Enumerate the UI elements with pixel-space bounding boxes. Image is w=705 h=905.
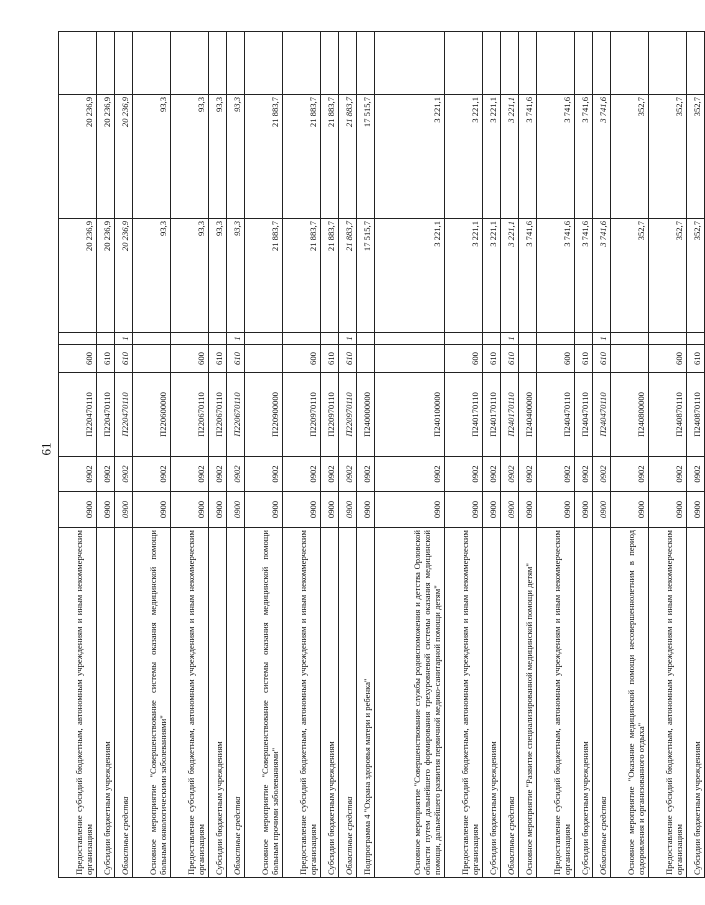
source-mark-cell xyxy=(283,333,321,345)
section-code-cell: 0902 xyxy=(339,457,357,492)
target-article-cell: П240470110 xyxy=(537,373,575,457)
table-row xyxy=(357,32,375,878)
source-mark-cell: 1 xyxy=(593,333,611,345)
target-article-cell: П220470110 xyxy=(97,373,115,457)
total-cell: 352,7 xyxy=(687,95,705,219)
expense-type-cell: 610 xyxy=(339,345,357,373)
source-mark-cell xyxy=(59,333,97,345)
amount-cell: 93,3 xyxy=(133,219,171,333)
ved-code-cell: 0900 xyxy=(209,492,227,528)
row-name-cell: Субсидии бюджетным учреждениям xyxy=(687,528,705,878)
amount-cell: 3 741,6 xyxy=(519,219,537,333)
total-cell: 93,3 xyxy=(133,95,171,219)
expense-type-cell: 610 xyxy=(115,345,133,373)
source-mark-cell xyxy=(357,333,375,345)
empty-cell xyxy=(171,32,209,95)
target-article-cell: П240170110 xyxy=(445,373,483,457)
total-cell: 3 221,1 xyxy=(375,95,445,219)
ved-code-cell: 0900 xyxy=(483,492,501,528)
expense-type-cell: 610 xyxy=(483,345,501,373)
amount-cell: 21 883,7 xyxy=(321,219,339,333)
target-article-cell: П240470110 xyxy=(593,373,611,457)
table-row xyxy=(59,32,97,878)
source-mark-cell xyxy=(321,333,339,345)
ved-code-cell: 0900 xyxy=(321,492,339,528)
expense-type-cell: 610 xyxy=(501,345,519,373)
ved-code-cell: 0900 xyxy=(519,492,537,528)
table-row xyxy=(445,32,483,878)
total-cell: 352,7 xyxy=(649,95,687,219)
target-article-cell: П220970110 xyxy=(339,373,357,457)
expense-type-cell: 600 xyxy=(649,345,687,373)
row-name-cell: Областные средства xyxy=(501,528,519,878)
target-article-cell: П240100000 xyxy=(375,373,445,457)
empty-cell xyxy=(245,32,283,95)
ved-code-cell: 0900 xyxy=(611,492,649,528)
amount-cell: 3 221,1 xyxy=(483,219,501,333)
expense-type-cell xyxy=(133,345,171,373)
empty-cell xyxy=(209,32,227,95)
source-mark-cell xyxy=(575,333,593,345)
source-mark-cell xyxy=(649,333,687,345)
table-row xyxy=(171,32,209,878)
amount-cell: 3 221,1 xyxy=(501,219,519,333)
total-cell: 21 883,7 xyxy=(321,95,339,219)
table-row xyxy=(649,32,687,878)
row-name-cell: Предоставление субсидий бюджетным, автономным учреждениям и иным некоммерческим организациям xyxy=(283,528,321,878)
expense-type-cell: 600 xyxy=(283,345,321,373)
total-cell: 3 741,6 xyxy=(575,95,593,219)
expense-type-cell: 610 xyxy=(575,345,593,373)
ved-code-cell: 0900 xyxy=(339,492,357,528)
amount-cell: 93,3 xyxy=(227,219,245,333)
empty-cell xyxy=(649,32,687,95)
ved-code-cell: 0900 xyxy=(537,492,575,528)
row-name-cell: Субсидии бюджетным учреждениям xyxy=(483,528,501,878)
row-name-cell: Основное мероприятие "Совершенствование системы оказания медицинской помощи больным прочими заболеваниями" xyxy=(245,528,283,878)
expense-type-cell: 610 xyxy=(687,345,705,373)
section-code-cell: 0902 xyxy=(501,457,519,492)
target-article-cell: П240870110 xyxy=(687,373,705,457)
amount-cell: 93,3 xyxy=(171,219,209,333)
expense-type-cell xyxy=(245,345,283,373)
amount-cell: 20 236,9 xyxy=(97,219,115,333)
ved-code-cell: 0900 xyxy=(97,492,115,528)
ved-code-cell: 0900 xyxy=(649,492,687,528)
empty-cell xyxy=(593,32,611,95)
source-mark-cell xyxy=(133,333,171,345)
total-cell: 3 221,1 xyxy=(501,95,519,219)
table-row xyxy=(209,32,227,878)
target-article-cell: П220470110 xyxy=(59,373,97,457)
section-code-cell: 0902 xyxy=(575,457,593,492)
total-cell: 3 741,6 xyxy=(519,95,537,219)
row-name-cell: Основное мероприятие "Совершенствование системы оказания медицинской помощи больным онкологическими заболеваниями" xyxy=(133,528,171,878)
section-code-cell: 0902 xyxy=(59,457,97,492)
section-code-cell: 0902 xyxy=(537,457,575,492)
total-cell: 20 236,9 xyxy=(115,95,133,219)
empty-cell xyxy=(97,32,115,95)
amount-cell: 21 883,7 xyxy=(245,219,283,333)
table-row xyxy=(375,32,445,878)
target-article-cell: П220670110 xyxy=(209,373,227,457)
table-row xyxy=(687,32,705,878)
source-mark-cell xyxy=(375,333,445,345)
table-row xyxy=(593,32,611,878)
total-cell: 20 236,9 xyxy=(59,95,97,219)
expense-type-cell xyxy=(519,345,537,373)
section-code-cell: 0902 xyxy=(593,457,611,492)
total-cell: 352,7 xyxy=(611,95,649,219)
source-mark-cell xyxy=(537,333,575,345)
row-name-cell: Предоставление субсидий бюджетным, автономным учреждениям и иным некоммерческим организациям xyxy=(445,528,483,878)
ved-code-cell: 0900 xyxy=(357,492,375,528)
total-cell: 21 883,7 xyxy=(283,95,321,219)
section-code-cell: 0902 xyxy=(209,457,227,492)
amount-cell: 20 236,9 xyxy=(115,219,133,333)
section-code-cell: 0902 xyxy=(445,457,483,492)
row-name-cell: Основное мероприятие "Оказание медицинской помощи несовершеннолетним в период оздоровления и организованного отдыха" xyxy=(611,528,649,878)
empty-cell xyxy=(357,32,375,95)
expense-type-cell: 610 xyxy=(321,345,339,373)
section-code-cell: 0902 xyxy=(519,457,537,492)
target-article-cell: П240800000 xyxy=(611,373,649,457)
section-code-cell: 0902 xyxy=(283,457,321,492)
expense-type-cell: 610 xyxy=(97,345,115,373)
row-name-cell: Субсидии бюджетным учреждениям xyxy=(321,528,339,878)
section-code-cell: 0902 xyxy=(115,457,133,492)
source-mark-cell: 1 xyxy=(501,333,519,345)
total-cell: 3 221,1 xyxy=(483,95,501,219)
empty-cell xyxy=(501,32,519,95)
ved-code-cell: 0900 xyxy=(59,492,97,528)
total-cell: 3 741,6 xyxy=(537,95,575,219)
total-cell: 17 515,7 xyxy=(357,95,375,219)
empty-cell xyxy=(611,32,649,95)
empty-cell xyxy=(321,32,339,95)
table-row xyxy=(575,32,593,878)
section-code-cell: 0902 xyxy=(483,457,501,492)
total-cell: 20 236,9 xyxy=(97,95,115,219)
row-name-cell: Областные средства xyxy=(593,528,611,878)
section-code-cell: 0902 xyxy=(321,457,339,492)
empty-cell xyxy=(483,32,501,95)
empty-cell xyxy=(339,32,357,95)
amount-cell: 3 741,6 xyxy=(593,219,611,333)
table-row xyxy=(483,32,501,878)
target-article-cell: П240470110 xyxy=(575,373,593,457)
source-mark-cell xyxy=(611,333,649,345)
table-row xyxy=(115,32,133,878)
empty-cell xyxy=(687,32,705,95)
expense-type-cell: 600 xyxy=(59,345,97,373)
empty-cell xyxy=(575,32,593,95)
ved-code-cell: 0900 xyxy=(445,492,483,528)
amount-cell: 3 741,6 xyxy=(537,219,575,333)
expense-type-cell: 610 xyxy=(593,345,611,373)
table-row xyxy=(321,32,339,878)
section-code-cell: 0902 xyxy=(171,457,209,492)
total-cell: 21 883,7 xyxy=(339,95,357,219)
table-row xyxy=(519,32,537,878)
target-article-cell: П220470110 xyxy=(115,373,133,457)
source-mark-cell xyxy=(687,333,705,345)
expense-type-cell xyxy=(611,345,649,373)
ved-code-cell: 0900 xyxy=(687,492,705,528)
amount-cell: 17 515,7 xyxy=(357,219,375,333)
empty-cell xyxy=(283,32,321,95)
table-row xyxy=(611,32,649,878)
source-mark-cell xyxy=(97,333,115,345)
section-code-cell: 0902 xyxy=(357,457,375,492)
target-article-cell: П240170110 xyxy=(483,373,501,457)
source-mark-cell: 1 xyxy=(339,333,357,345)
source-mark-cell xyxy=(245,333,283,345)
total-cell: 93,3 xyxy=(227,95,245,219)
row-name-cell: Субсидии бюджетным учреждениям xyxy=(209,528,227,878)
ved-code-cell: 0900 xyxy=(115,492,133,528)
expense-type-cell: 610 xyxy=(227,345,245,373)
row-name-cell: Предоставление субсидий бюджетным, автономным учреждениям и иным некоммерческим организациям xyxy=(59,528,97,878)
amount-cell: 21 883,7 xyxy=(339,219,357,333)
empty-cell xyxy=(133,32,171,95)
row-name-cell: Подпрограмма 4 "Охрана здоровья матери и ребенка" xyxy=(357,528,375,878)
ved-code-cell: 0900 xyxy=(575,492,593,528)
target-article-cell: П220970110 xyxy=(283,373,321,457)
section-code-cell: 0902 xyxy=(227,457,245,492)
source-mark-cell xyxy=(445,333,483,345)
row-name-cell: Основное мероприятие "Совершенствование службы родовспоможения и детства Орловской области путем дальнейшего формирования трехуровневой системы оказания медицинской помощи, дальнейшего развития первичной медико-санитарной помощи детям" xyxy=(375,528,445,878)
target-article-cell: П240000000 xyxy=(357,373,375,457)
target-article-cell: П220900000 xyxy=(245,373,283,457)
expense-type-cell: 610 xyxy=(209,345,227,373)
expense-type-cell xyxy=(357,345,375,373)
empty-cell xyxy=(227,32,245,95)
target-article-cell: П240400000 xyxy=(519,373,537,457)
section-code-cell: 0902 xyxy=(97,457,115,492)
table-row xyxy=(537,32,575,878)
table-row xyxy=(245,32,283,878)
empty-cell xyxy=(59,32,97,95)
amount-cell: 352,7 xyxy=(687,219,705,333)
amount-cell: 352,7 xyxy=(649,219,687,333)
empty-cell xyxy=(375,32,445,95)
row-name-cell: Субсидии бюджетным учреждениям xyxy=(97,528,115,878)
row-name-cell: Областные средства xyxy=(115,528,133,878)
ved-code-cell: 0900 xyxy=(501,492,519,528)
budget-table xyxy=(58,31,705,878)
amount-cell: 21 883,7 xyxy=(283,219,321,333)
total-cell: 21 883,7 xyxy=(245,95,283,219)
table-row xyxy=(227,32,245,878)
row-name-cell: Предоставление субсидий бюджетным, автономным учреждениям и иным некоммерческим организациям xyxy=(171,528,209,878)
ved-code-cell: 0900 xyxy=(227,492,245,528)
row-name-cell: Предоставление субсидий бюджетным, автономным учреждениям и иным некоммерческим организациям xyxy=(537,528,575,878)
row-name-cell: Субсидии бюджетным учреждениям xyxy=(575,528,593,878)
expense-type-cell: 600 xyxy=(537,345,575,373)
source-mark-cell: 1 xyxy=(227,333,245,345)
amount-cell: 352,7 xyxy=(611,219,649,333)
expense-type-cell xyxy=(375,345,445,373)
page-number: 61 xyxy=(38,442,54,456)
source-mark-cell xyxy=(519,333,537,345)
table-row xyxy=(133,32,171,878)
section-code-cell: 0902 xyxy=(649,457,687,492)
row-name-cell: Областные средства xyxy=(227,528,245,878)
ved-code-cell: 0900 xyxy=(133,492,171,528)
amount-cell: 3 221,1 xyxy=(375,219,445,333)
expense-type-cell: 600 xyxy=(445,345,483,373)
ved-code-cell: 0900 xyxy=(171,492,209,528)
total-cell: 3 221,1 xyxy=(445,95,483,219)
section-code-cell: 0902 xyxy=(245,457,283,492)
table-row xyxy=(97,32,115,878)
total-cell: 93,3 xyxy=(171,95,209,219)
source-mark-cell: 1 xyxy=(115,333,133,345)
amount-cell: 93,3 xyxy=(209,219,227,333)
ved-code-cell: 0900 xyxy=(283,492,321,528)
target-article-cell: П240870110 xyxy=(649,373,687,457)
empty-cell xyxy=(537,32,575,95)
ved-code-cell: 0900 xyxy=(245,492,283,528)
source-mark-cell xyxy=(483,333,501,345)
amount-cell: 3 741,6 xyxy=(575,219,593,333)
row-name-cell: Основное мероприятие "Развитие специализированной медицинской помощи детям" xyxy=(519,528,537,878)
section-code-cell: 0902 xyxy=(611,457,649,492)
row-name-cell: Областные средства xyxy=(339,528,357,878)
target-article-cell: П220670110 xyxy=(227,373,245,457)
row-name-cell: Предоставление субсидий бюджетным, автономным учреждениям и иным некоммерческим организациям xyxy=(649,528,687,878)
source-mark-cell xyxy=(209,333,227,345)
table-row xyxy=(339,32,357,878)
table-row xyxy=(501,32,519,878)
total-cell: 3 741,6 xyxy=(593,95,611,219)
amount-cell: 3 221,1 xyxy=(445,219,483,333)
source-mark-cell xyxy=(171,333,209,345)
section-code-cell: 0902 xyxy=(133,457,171,492)
expense-type-cell: 600 xyxy=(171,345,209,373)
ved-code-cell: 0900 xyxy=(375,492,445,528)
section-code-cell: 0902 xyxy=(375,457,445,492)
target-article-cell: П220600000 xyxy=(133,373,171,457)
rotated-page-content xyxy=(58,32,703,878)
section-code-cell: 0902 xyxy=(687,457,705,492)
target-article-cell: П220670110 xyxy=(171,373,209,457)
ved-code-cell: 0900 xyxy=(593,492,611,528)
total-cell: 93,3 xyxy=(209,95,227,219)
amount-cell: 20 236,9 xyxy=(59,219,97,333)
table-row xyxy=(283,32,321,878)
target-article-cell: П240170110 xyxy=(501,373,519,457)
target-article-cell: П220970110 xyxy=(321,373,339,457)
empty-cell xyxy=(115,32,133,95)
empty-cell xyxy=(519,32,537,95)
empty-cell xyxy=(445,32,483,95)
